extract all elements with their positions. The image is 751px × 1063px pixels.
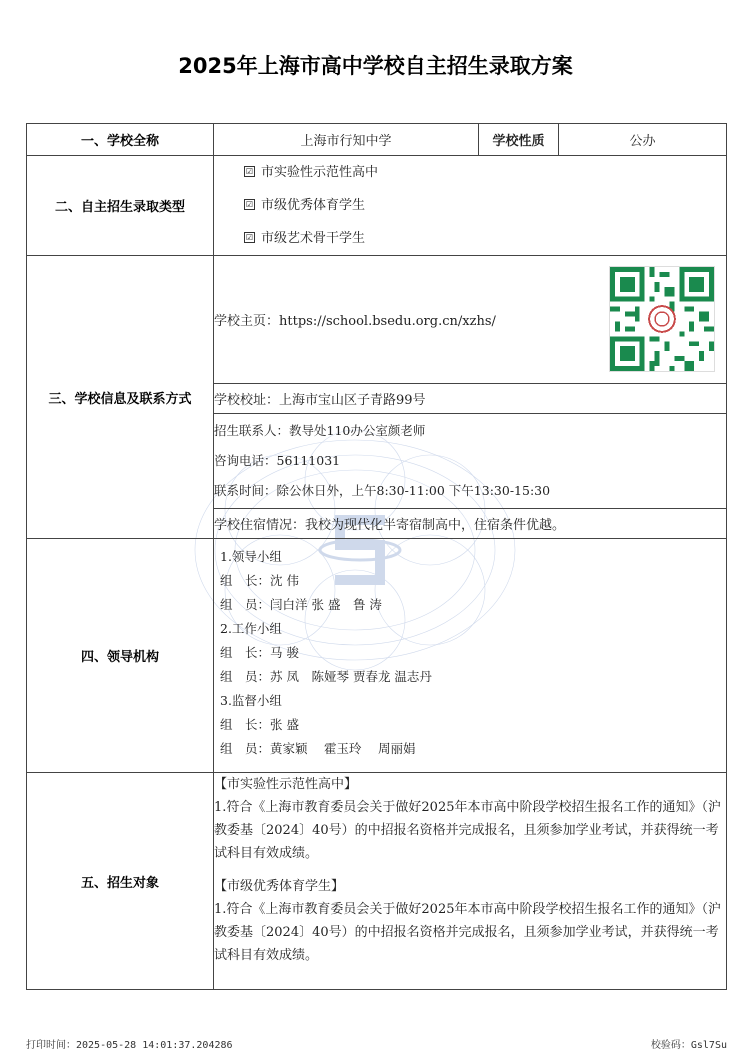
homepage-text: 学校主页：https://school.bsedu.org.cn/xzhs/ xyxy=(214,313,496,329)
contact-block xyxy=(214,413,726,508)
section3-label: 三、学校信息及联系方式 xyxy=(27,256,214,539)
contact-hours: 联系时间：除公休日外，上午8:30-11:00 下午13:30-15:30 xyxy=(214,482,551,498)
print-time: 打印时间：2025-05-28 14:01:37.204286 xyxy=(26,1040,233,1051)
section1-label: 一、学校全称 xyxy=(27,124,214,156)
school-info-cell xyxy=(214,256,727,539)
target-heading: 【市级优秀体育学生】 xyxy=(214,879,345,894)
address-text: 学校校址：上海市宝山区子青路99号 xyxy=(214,383,726,413)
target-heading: 【市实验性示范性高中】 xyxy=(214,777,358,792)
verify-code: 校验码：Gsl7Su xyxy=(650,1040,727,1051)
contact-person: 招生联系人：教导处110办公室颜老师 xyxy=(214,422,426,438)
section5-label: 五、招生对象 xyxy=(27,773,214,990)
leader-line: 组 长：沈 伟 xyxy=(220,573,299,588)
school-nature-value: 公办 xyxy=(559,124,727,156)
enrollment-targets xyxy=(214,773,727,990)
leader-line: 1.领导小组 xyxy=(220,549,282,564)
section4-label: 四、领导机构 xyxy=(27,539,214,773)
leader-line: 组 员：黄家颖 霍玉玲 周丽娟 xyxy=(220,741,416,756)
school-nature-label: 学校性质 xyxy=(479,124,559,156)
boarding-text: 学校住宿情况：我校为现代化半寄宿制高中，住宿条件优越。 xyxy=(214,508,726,538)
leader-line: 组 员：苏 凤 陈娅琴 贾春龙 温志丹 xyxy=(220,669,432,684)
leadership-list xyxy=(214,539,727,773)
enrollment-table xyxy=(26,123,727,990)
leader-line: 组 员：闫白洋 张 盛 鲁 涛 xyxy=(220,597,382,612)
type-label: 市实验性示范性高中 xyxy=(261,165,379,180)
type-item xyxy=(214,189,726,222)
qr-code-icon xyxy=(609,266,715,372)
checkbox-checked-icon: ☑ xyxy=(245,167,254,176)
contact-phone: 咨询电话：56111031 xyxy=(214,452,341,468)
target-text: 1.符合《上海市教育委员会关于做好2025年本市高中阶段学校招生报名工作的通知》（沪教委基〔2024〕40号）的中招报名资格并完成报名，且须参加学业考试，并获得统一考试科目有效成绩。 xyxy=(214,800,721,861)
school-info xyxy=(214,256,726,538)
leader-line: 3.监督小组 xyxy=(220,693,282,708)
target-text: 1.符合《上海市教育委员会关于做好2025年本市高中阶段学校招生报名工作的通知》（沪教委基〔2024〕40号）的中招报名资格并完成报名，且须参加学业考试，并获得统一考试科目有效成绩。 xyxy=(214,902,721,963)
section2-label: 二、自主招生录取类型 xyxy=(27,156,214,256)
qr-cell xyxy=(598,256,726,383)
type-label: 市级艺术骨干学生 xyxy=(261,231,366,246)
leader-line: 组 长：张 盛 xyxy=(220,717,299,732)
school-name: 上海市行知中学 xyxy=(214,124,479,156)
leader-line: 组 长：马 骏 xyxy=(220,645,299,660)
enrollment-types xyxy=(214,156,727,256)
page-title: 2025年上海市高中学校自主招生录取方案 xyxy=(178,54,573,78)
type-item xyxy=(214,222,726,255)
type-item xyxy=(214,156,726,189)
checkbox-checked-icon: ☑ xyxy=(245,233,254,242)
leader-line: 2.工作小组 xyxy=(220,621,282,636)
checkbox-checked-icon: ☑ xyxy=(245,200,254,209)
type-label: 市级优秀体育学生 xyxy=(261,198,366,213)
